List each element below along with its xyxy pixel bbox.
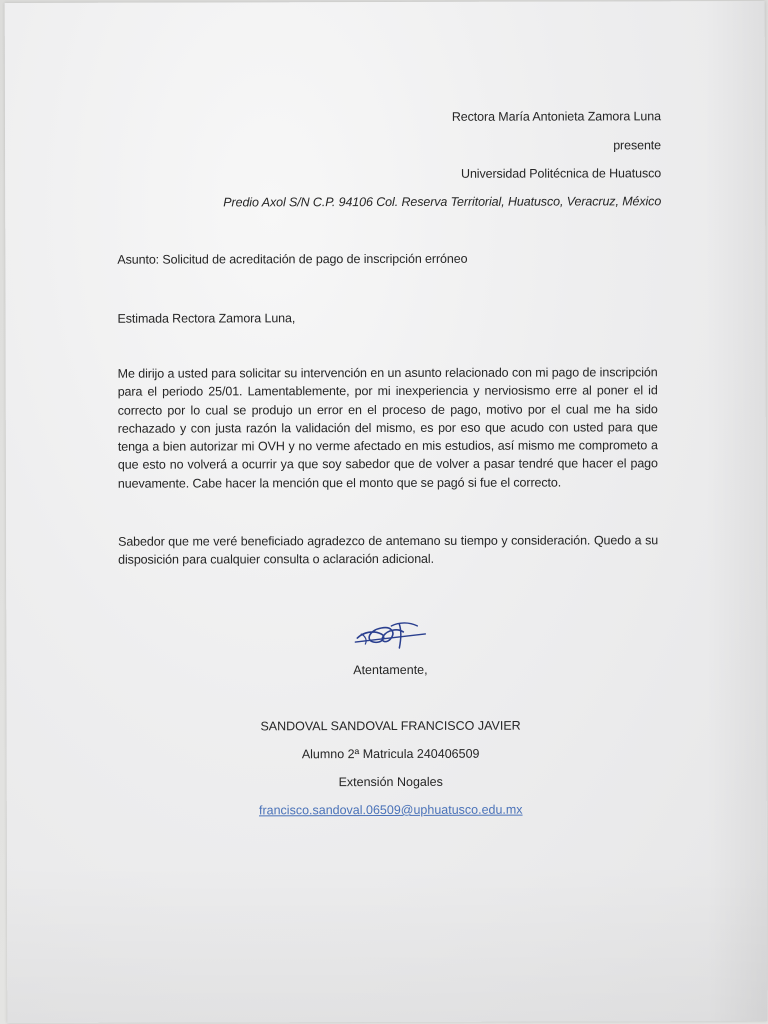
paper-sheet xyxy=(5,1,768,1023)
recipient-name: Rectora María Antonieta Zamora Luna xyxy=(451,109,661,124)
sender-campus: Extensión Nogales xyxy=(338,774,443,790)
letter-greeting: Estimada Rectora Zamora Luna, xyxy=(117,311,296,326)
sender-email-link[interactable]: francisco.sandoval.06509@uphuatusco.edu.mx xyxy=(258,802,523,818)
handwritten-signature xyxy=(351,618,431,652)
recipient-address: Predio Axol S/N C.P. 94106 Col. Reserva Territorial, Huatusco, Veracruz, México xyxy=(223,194,662,210)
recipient-presente: presente xyxy=(613,138,662,153)
sender-student-info: Alumno 2ª Matricula 240406509 xyxy=(301,746,480,762)
sender-name: SANDOVAL SANDOVAL FRANCISCO JAVIER xyxy=(260,718,521,734)
recipient-institution: Universidad Politécnica de Huatusco xyxy=(461,166,662,181)
closing: Atentamente, xyxy=(353,662,428,678)
body-paragraph-2: Sabedor que me veré beneficiado agradezco de antemano su tiempo y consideración. Quedo a su disposición para cualquier consulta o aclaración adicional. xyxy=(118,533,659,567)
body-paragraph-1: Me dirijo a usted para solicitar su intervención en un asunto relacionado con mi pago de inscripción para el periodo 25/01. Lamentablemente, por mi inexperiencia y nerviosismo erre al poner el id correcto por lo cual se produjo un error en el proceso de pago, motivo por el cual me ha sido rechazado y con justa razón la validación del mismo, es por eso que acudo con usted para que tenga a bien autorizar mi OVH y no verme afectado en mis estudios, así mismo me comprometo a que esto no volverá a ocurrir ya que soy sabedor que de volver a pasar tendré que hacer el pago nuevamente. Cabe hacer la mención que el monto que se pagó si fue el correcto. xyxy=(117,365,658,491)
letter-subject: Asunto: Solicitud de acreditación de pago de inscripción erróneo xyxy=(117,251,468,267)
